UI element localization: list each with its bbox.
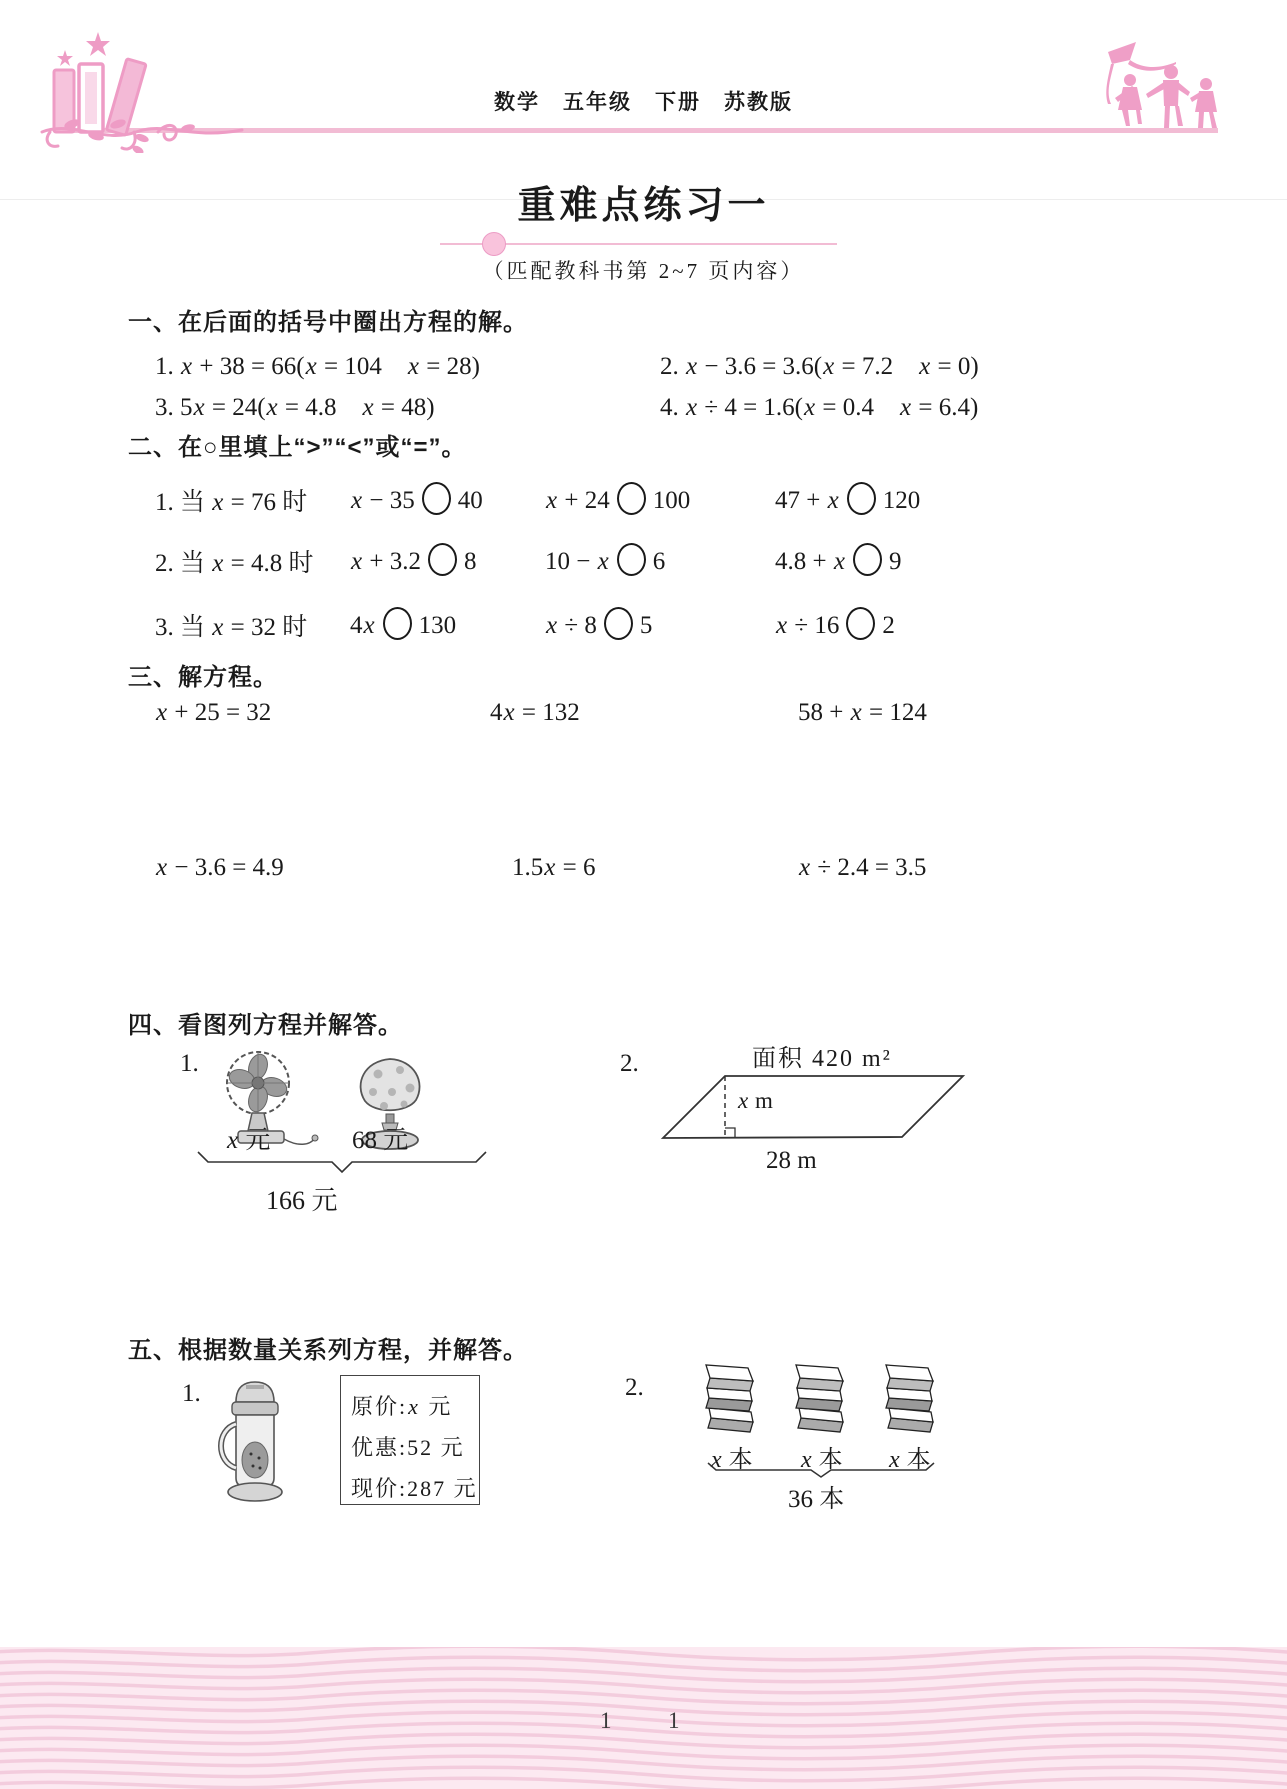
base-label: 28 m [766,1147,817,1174]
section2-heading: 二、在○里填上“>”“<”或“=”。 [128,434,467,461]
row-condition-label: 3. 当 x = 32 时 [155,614,308,641]
item-number: 1. [180,1050,199,1077]
lamp-price-label: 68 元 [352,1127,409,1154]
book-stack-image [880,1354,942,1442]
compare-cell [350,543,476,576]
comparison-circle [853,543,882,576]
comparison-circle [422,482,451,515]
equation-item: 2. x − 3.6 = 3.6(x = 7.2 x = 0) [660,353,979,380]
total-bracket [196,1150,488,1174]
compare-row [0,607,1287,643]
left-expression: x ÷ 16 [776,612,840,639]
item-number: 2. [620,1050,639,1077]
right-value: 8 [463,548,477,575]
parallelogram-figure [655,1068,970,1142]
book-stack-image [700,1354,762,1442]
left-expression: 47 + x [775,487,839,514]
compare-cell [350,607,456,640]
comparison-circle [847,482,876,515]
left-expression: x + 24 [546,487,610,514]
book-stack-image [790,1354,852,1442]
equation-item: 1. x + 38 = 66(x = 104 x = 28) [155,353,480,380]
page-number: 1 [600,1708,612,1733]
compare-cell [775,482,920,515]
section1-heading: 一、在后面的括号中圈出方程的解。 [128,309,528,336]
compare-cell [545,607,652,640]
right-value: 6 [652,548,666,575]
compare-cell [545,543,665,576]
right-value: 120 [882,487,921,514]
left-expression: 4.8 + x [775,548,845,575]
page-number: 1 [668,1708,680,1733]
equation-item: x + 25 = 32 [156,699,272,726]
right-value: 5 [639,612,653,639]
original-price-line: 原价:x 元 [351,1394,453,1419]
equation-item: x ÷ 2.4 = 3.5 [799,854,927,881]
stack-count-label: x 本 [711,1447,753,1473]
equation-item: x − 3.6 = 4.9 [156,854,284,881]
height-label: x m [738,1088,773,1113]
comparison-circle [383,607,412,640]
section5-heading: 五、根据数量关系列方程，并解答。 [128,1337,528,1364]
course-header-text: 数学 五年级 下册 苏教版 [494,90,793,114]
soymilk-maker-image [214,1374,294,1506]
left-expression: 4x [350,612,375,639]
section4-heading: 四、看图列方程并解答。 [128,1012,403,1039]
left-expression: x ÷ 8 [546,612,597,639]
right-value: 9 [888,548,902,575]
fan-price-label: x 元 [227,1127,271,1154]
discount-line: 优惠:52 元 [351,1435,465,1460]
left-expression: 10 − x [545,548,609,575]
right-value: 40 [457,487,483,514]
equation-item: 3. 5x = 24(x = 4.8 x = 48) [155,394,435,421]
total-count-label: 36 本 [788,1486,845,1513]
compare-row [0,482,1287,518]
compare-cell [775,607,895,640]
right-value: 130 [418,612,457,639]
stack-count-label: x 本 [801,1447,843,1473]
equation-item: 4. x ÷ 4 = 1.6(x = 0.4 x = 6.4) [660,394,979,421]
item-number: 2. [625,1374,644,1401]
total-brace [706,1461,936,1479]
compare-cell [545,482,690,515]
compare-row [0,543,1287,579]
comparison-circle [428,543,457,576]
compare-cell [350,482,483,515]
compare-cell [775,543,901,576]
comparison-circle [604,607,633,640]
section3-heading: 三、解方程。 [128,664,278,691]
equation-item: 4x = 132 [490,699,580,726]
comparison-circle [617,482,646,515]
row-condition-label: 2. 当 x = 4.8 时 [155,550,314,577]
right-value: 100 [652,487,691,514]
left-expression: x + 3.2 [351,548,421,575]
price-info-box [340,1375,480,1505]
stack-count-label: x 本 [889,1447,931,1473]
total-price-label: 166 元 [266,1186,338,1215]
current-price-line: 现价:287 元 [351,1476,478,1501]
page-subtitle: （匹配教科书第 2~7 页内容） [482,259,805,283]
title-dot-icon [482,232,506,256]
left-expression: x − 35 [351,487,415,514]
equation-item: 1.5x = 6 [512,854,596,881]
equation-item: 58 + x = 124 [798,699,927,726]
row-condition-label: 1. 当 x = 76 时 [155,489,308,516]
area-label: 面积 420 m² [752,1046,892,1072]
comparison-circle [846,607,875,640]
item-number: 1. [182,1380,201,1407]
right-value: 2 [882,612,895,639]
page-title: 重难点练习一 [517,185,770,227]
comparison-circle [617,543,646,576]
footer-wave-band [0,1647,1287,1789]
